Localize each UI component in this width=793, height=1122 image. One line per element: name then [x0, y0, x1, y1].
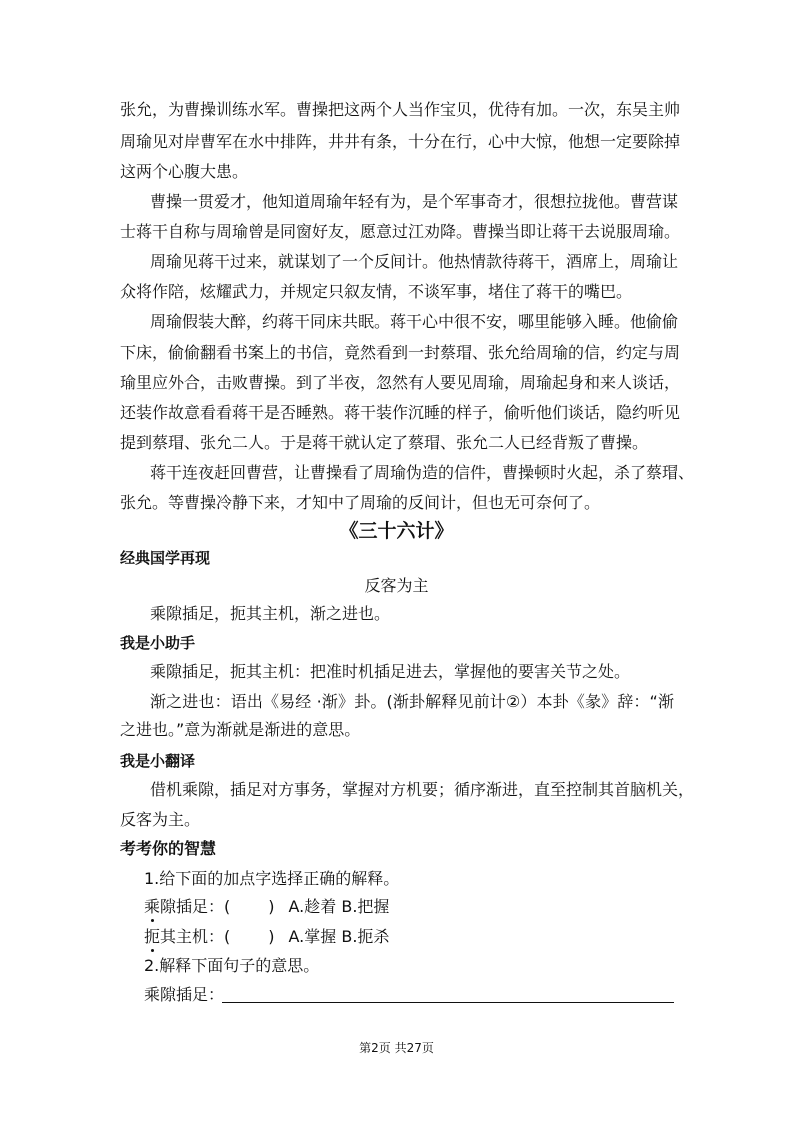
translator-line1: 借机乘隙，插足对方事务，掌握对方机要；循序渐进，直至控制其首脑机关，: [150, 780, 695, 799]
story-p4-line4: 还装作故意看看蒋干是否睡熟。蒋干装作沉睡的样子，偷听他们谈话，隐约听见: [120, 403, 681, 422]
story-p1-line2: 周瑜见对岸曹军在水中排阵，井井有条，十分在行，心中大惊，他想一定要除掉: [120, 132, 681, 151]
story-p2-line2: 士蒋干自称与周瑜曾是同窗好友，愿意过江劝降。曹操当即让蒋干去说服周瑜。: [120, 222, 681, 241]
story-p3-line2: 众将作陪，炫耀武力，并规定只叙友情，不谈军事，堵住了蒋干的嘴巴。: [120, 282, 633, 301]
translator-line2: 反客为主。: [120, 810, 201, 829]
quiz-heading: 考考你的智慧: [120, 839, 217, 858]
classic-subtitle: 反客为主: [364, 576, 429, 595]
quiz-q1: 1.给下面的加点字选择正确的解释。: [144, 869, 400, 888]
story-p4-line5: 提到蔡瑁、张允二人。于是蒋干就认定了蔡瑁、张允二人已经背叛了曹操。: [120, 433, 649, 452]
translator-heading: 我是小翻译: [120, 752, 196, 770]
quiz-q1a-close: ): [268, 897, 275, 916]
story-p5-line2: 张允。等曹操冷静下来，才知中了周瑜的反间计，但也无可奈何了。: [120, 493, 601, 512]
helper-line1: 乘隙插足，扼其主机：把准时机插足进去，掌握他的要害关节之处。: [150, 662, 631, 681]
story-p3-line1: 周瑜见蒋干过来，就谋划了一个反间计。他热情款待蒋干，酒席上，周瑜让: [150, 252, 679, 271]
story-p4-line3: 瑜里应外合，击败曹操。到了半夜，忽然有人要见周瑜，周瑜起身和来人谈话，: [120, 373, 681, 392]
story-p2-line1: 曹操一贯爱才，他知道周瑜年轻有为，是个军事奇才，很想拉拢他。曹营谋: [150, 192, 679, 211]
book-title: 《三十六计》: [339, 520, 454, 542]
quiz-q1a-label: 乘隙插足：(: [144, 897, 231, 916]
page-number-footer: 第2页 共27页: [359, 1041, 434, 1055]
answer-line[interactable]: [222, 1002, 674, 1003]
story-p4-line1: 周瑜假装大醉，约蒋干同床共眠。蒋干心中很不安，哪里能够入睡。他偷偷: [150, 312, 679, 331]
emphasis-dot: [151, 919, 154, 922]
quiz-q1b-label: 扼其主机：(: [144, 927, 231, 946]
classic-heading: 经典国学再现: [120, 549, 211, 567]
story-p4-line2: 下床，偷偷翻看书案上的书信，竟然看到一封蔡瑁、张允给周瑜的信，约定与周: [120, 343, 681, 362]
quiz-q1a-options: A.趁着 B.把握: [288, 897, 390, 916]
quiz-q1a: [144, 897, 704, 917]
helper-line2: 渐之进也：语出《易经 ·渐》卦。(渐卦解释见前计②）本卦《彖》辞：“渐: [150, 692, 674, 711]
quiz-q2-label: 乘隙插足：: [144, 985, 225, 1004]
quiz-q1b-close: ): [268, 927, 275, 946]
story-p5-line1: 蒋干连夜赶回曹营，让曹操看了周瑜伪造的信件，曹操顿时火起，杀了蔡瑁、: [150, 463, 695, 482]
story-p1-line3: 这两个心腹大患。: [120, 162, 249, 181]
story-p1-line1: 张允，为曹操训练水军。曹操把这两个人当作宝贝，优待有加。一次，东吴主帅: [120, 100, 681, 119]
quiz-q1b: [144, 927, 704, 947]
helper-line3: 之进也。”意为渐就是渐进的意思。: [120, 720, 361, 739]
emphasis-dot: [151, 949, 154, 952]
helper-heading: 我是小助手: [120, 634, 196, 652]
classic-text: 乘隙插足，扼其主机，渐之进也。: [150, 604, 391, 623]
quiz-q2: 2.解释下面句子的意思。: [144, 956, 320, 975]
quiz-q1b-options: A.掌握 B.扼杀: [288, 927, 390, 946]
